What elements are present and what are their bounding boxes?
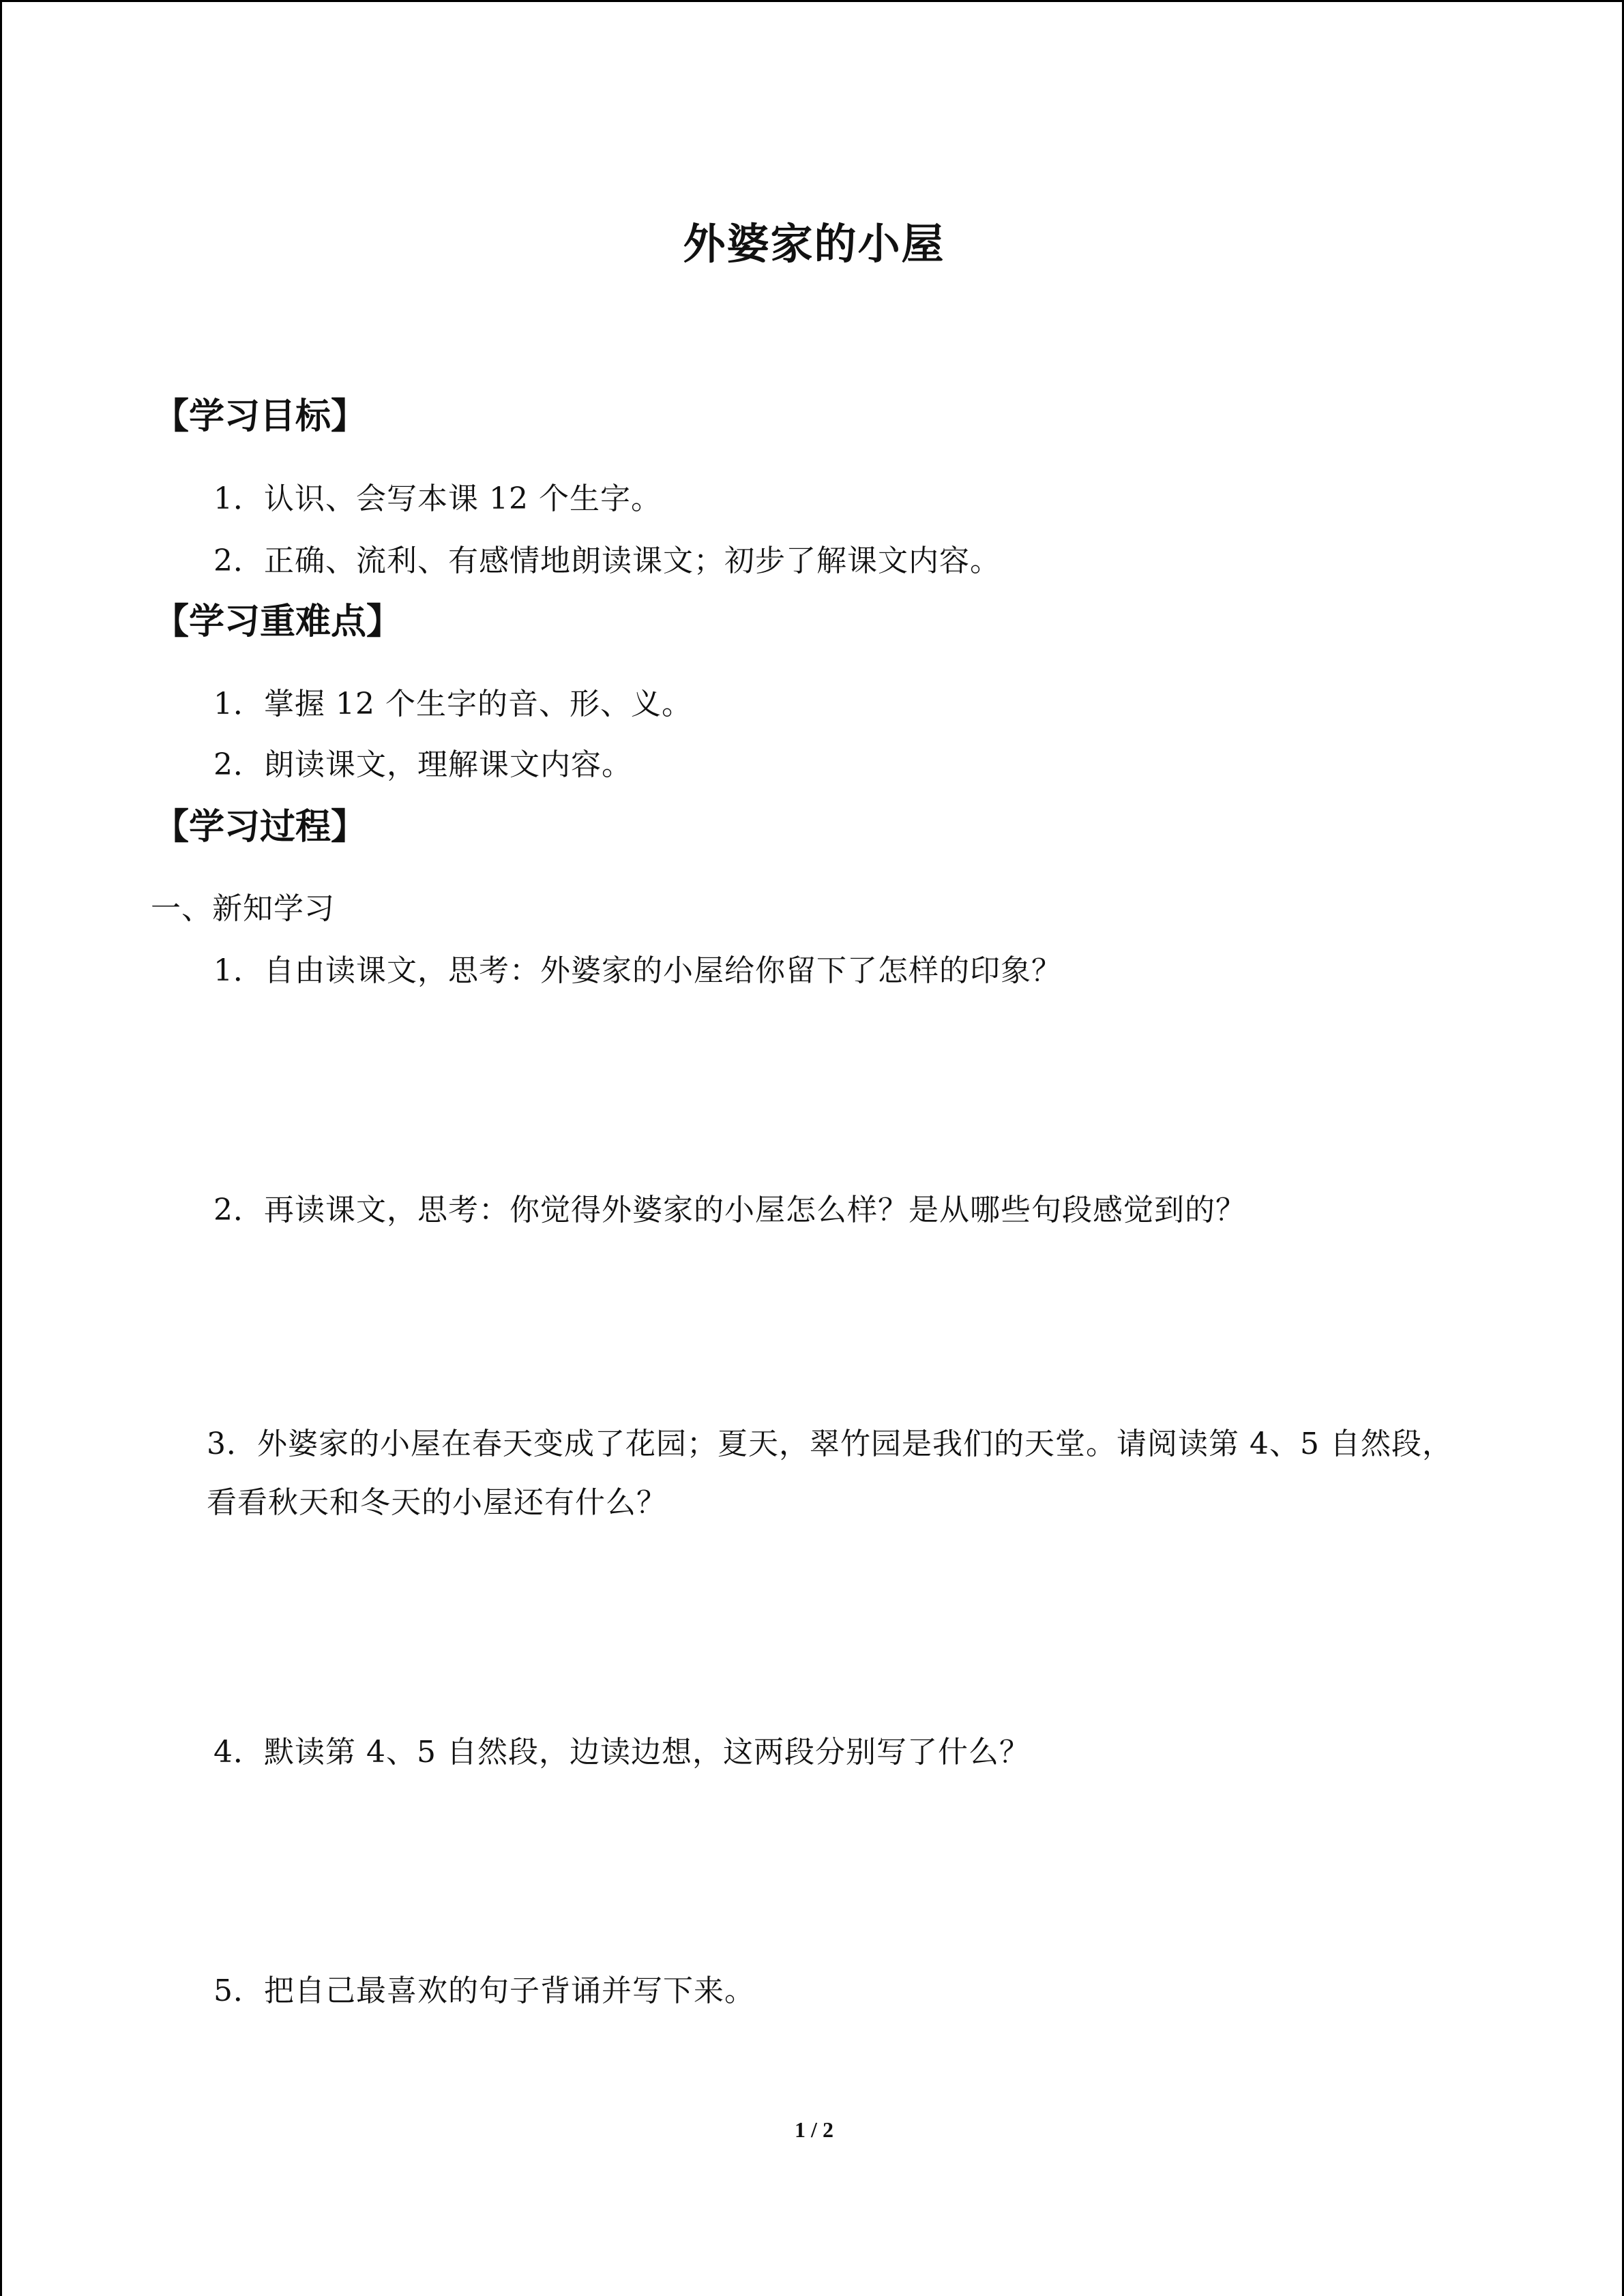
- document-title: 外婆家的小屋: [683, 219, 945, 269]
- goal-item: 1．认识、会写本课 12 个生字。: [213, 481, 662, 516]
- section-heading-goals: 【学习目标】: [153, 396, 367, 437]
- section-heading-process: 【学习过程】: [153, 807, 367, 848]
- section-heading-key-points: 【学习重难点】: [153, 601, 402, 642]
- goal-item: 2．正确、流利、有感情地朗读课文；初步了解课文内容。: [213, 543, 1001, 578]
- question-item: 1．自由读课文，思考：外婆家的小屋给你留下了怎样的印象？: [213, 953, 1062, 988]
- key-point-item: 2．朗读课文，理解课文内容。: [213, 747, 632, 782]
- question-item: 5．把自己最喜欢的句子背诵并写下来。: [213, 1973, 755, 2008]
- process-subheading: 一、新知学习: [151, 891, 335, 926]
- page-number: 1 / 2: [795, 2117, 833, 2142]
- question-item: 2．再读课文，思考：你觉得外婆家的小屋怎么样？是从哪些句段感觉到的？: [213, 1193, 1246, 1227]
- question-item: 4．默读第 4、5 自然段，边读边想，这两段分别写了什么？: [213, 1735, 1030, 1770]
- key-point-item: 1．掌握 12 个生字的音、形、义。: [213, 687, 692, 721]
- question-item: 3．外婆家的小屋在春天变成了花园；夏天，翠竹园是我们的天堂。请阅读第 4、5 自然段，看看秋天和冬天的小屋还有什么？: [207, 1427, 1453, 1520]
